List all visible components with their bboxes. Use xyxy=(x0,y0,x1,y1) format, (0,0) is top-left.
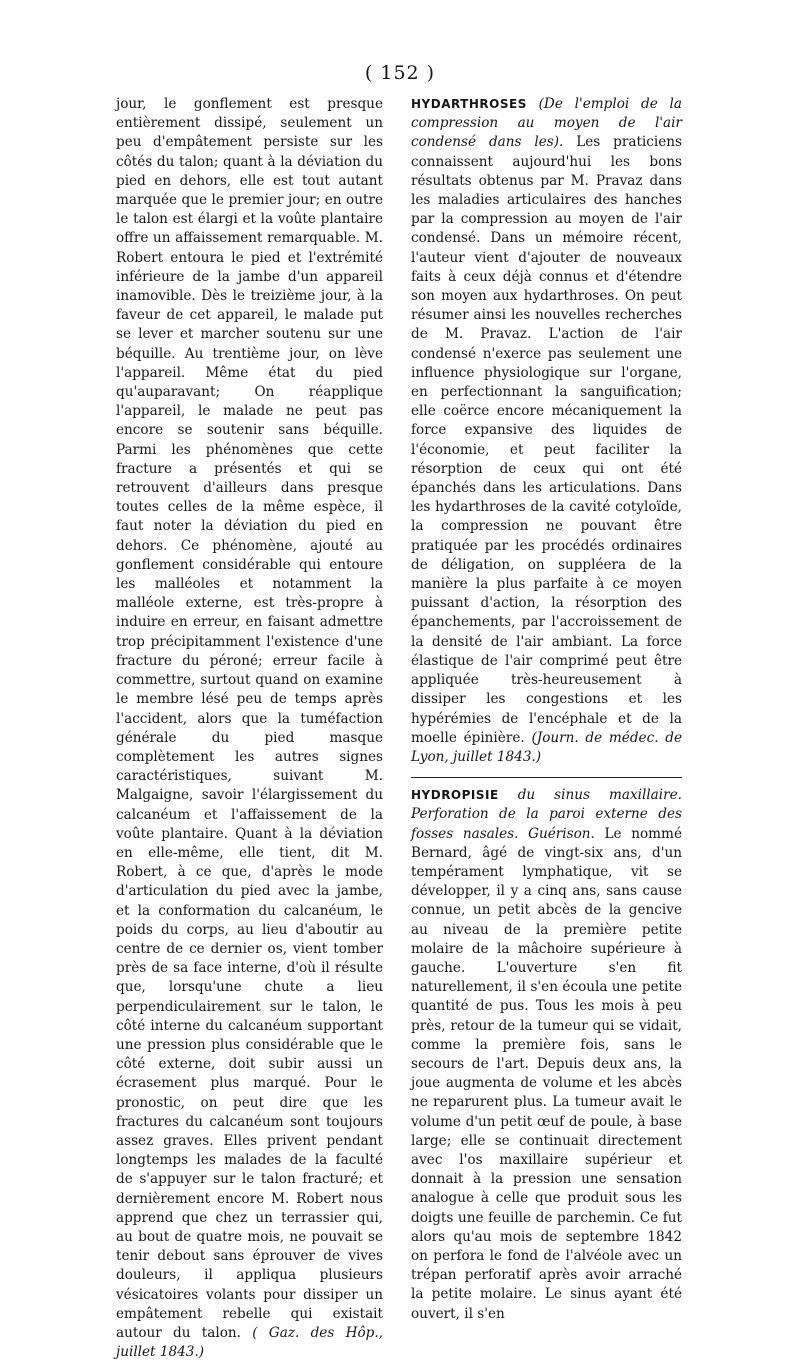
article-hydropisie xyxy=(411,786,682,1324)
article-citation-hydarthroses: (Journ. de médec. de Lyon, juillet 1843.) xyxy=(411,729,682,765)
left-column-paragraph xyxy=(116,95,383,1362)
article-subtitle-hydarthroses: (De l'emploi de la compression au moyen de l'air condensé dans les). xyxy=(411,96,682,151)
right-column xyxy=(411,95,682,1324)
left-column-citation: ( Gaz. des Hôp., juillet 1843.) xyxy=(116,1325,383,1361)
article-subtitle-hydropisie: du sinus maxillaire. Perforation de la paroi externe des fosses nasales. Guérison. xyxy=(411,787,682,842)
page-number: ( 152 ) xyxy=(364,62,436,84)
article-title-hydarthroses: HYDARTHROSES xyxy=(411,97,527,111)
left-column xyxy=(116,95,383,1362)
article-body-hydarthroses: Les praticiens connaissent aujourd'hui les bons résultats obtenus par M. Pravaz dans les maladies articulaires des hanches par la compression au moyen de l'air condensé. Dans un mémoire récent, l'auteur vient d'ajouter de nouveaux faits à ceux déjà connus et d'étendre son moyen aux hydarthroses. On peut résumer ainsi les nouvelles recherches de M. Pravaz. L'action de l'air condensé n'exerce pas seulement une influence physiologique sur l'organe, en perfectionnant la sanguification; elle coërce encore mécaniquement la force expansive des liquides de l'économie, et peut faciliter la résorption de ceux qui ont été épanchés dans les articulations. Dans les hydarthroses de la cavité cotyloïde, la compression ne pouvant être pratiquée par les procédés ordinaires de déligation, on suppléera de la manière la plus parfaite à ce moyen puissant d'action, la résorption des épanchements, par l'accroissement de la densité de l'air ambiant. La force élastique de l'air comprimé peut être appliquée très-heureusement à dissiper les congestions et les hypérémies de l'encéphale et de la moelle épinière. xyxy=(411,134,682,746)
article-body-hydropisie: Le nommé Bernard, âgé de vingt-six ans, d'un tempérament lymphatique, vit se développer, il y a cinq ans, sans cause connue, un petit abcès de la gencive au niveau de la première petite molaire de la mâchoire supérieure à gauche. L'ouverture s'en fit naturellement, il s'en écoula une petite quantité de pus. Tous les mois à peu près, retour de la tumeur qui se vidait, comme la première fois, sans le secours de l'art. Depuis deux ans, la joue augmenta de volume et les abcès ne reparurent plus. La tumeur avait le volume d'un petit œuf de poule, à base large; elle se continuait directement avec l'os maxillaire supérieur et donnait à la pression une sensation analogue à celle que produit sous les doigts une feuille de parchemin. Ce fut alors qu'au mois de septembre 1842 on perfora le fond de l'alvéole avec un trépan perforatif après avoir arraché la petite molaire. Le sinus ayant été ouvert, il s'en xyxy=(411,825,682,1322)
article-hydarthroses xyxy=(411,95,682,767)
section-divider xyxy=(411,777,682,778)
left-column-text: jour, le gonflement est presque entièrement dissipé, seulement un peu d'empâtement persiste sur les côtés du talon; quant à la déviation du pied en dehors, elle est tout autant marquée que le premier jour; en outre le talon est élargi et la voûte plantaire offre un affaissement remarquable. M. Robert entoura le pied et l'extrémité inférieure de la jambe d'un appareil inamovible. Dès le treizième jour, à la faveur de cet appareil, le malade put se lever et marcher soutenu sur une béquille. Au trentième jour, on lève l'appareil. Même état du pied qu'auparavant; On réapplique l'appareil, le malade ne peut pas encore se soutenir sans béquille. Parmi les phénomènes que cette fracture a présentés et qui se retrouvent d'ailleurs dans presque toutes celles de la même espèce, il faut noter la déviation du pied en dehors. Ce phénomène, ajouté au gonflement considérable qui entoure les malléoles et notamment la malléole externe, est très-propre à induire en erreur, en faisant admettre trop précipitamment l'existence d'une fracture du péroné; erreur facile à commettre, surtout quand on examine le membre lésé peu de temps après l'accident, alors que la tuméfaction générale du pied masque complètement les autres signes caractéristiques, suivant M. Malgaigne, savoir l'élargissement du calcanéum et l'affaissement de la voûte plantaire. Quant à la déviation en elle-même, elle tient, dit M. Robert, à ce que, d'après le mode d'articulation du pied avec la jambe, et la conformation du calcanéum, le poids du corps, au lieu d'aboutir au centre de ce dernier os, vient tomber près de sa face interne, d'où il résulte que, lorsqu'une chute a lieu perpendiculairement sur le talon, le côté interne du calcanéum supportant une pression plus considérable que le côté externe, doit subir aussi un écrasement plus marqué. Pour le pronostic, on peut dire que les fractures du calcanéum sont toujours assez graves. Elles privent pendant longtemps les malades de la faculté de s'appuyer sur le talon fracturé; et dernièrement encore M. Robert nous apprend que chez un terrassier qui, au bout de quatre mois, ne pouvait se tenir debout sans éprouver de vives douleurs, il appliqua plusieurs vésicatoires volants pour dissiper un empâtement rebelle qui existait autour du talon. xyxy=(116,96,383,1341)
article-title-hydropisie: HYDROPISIE xyxy=(411,788,499,803)
